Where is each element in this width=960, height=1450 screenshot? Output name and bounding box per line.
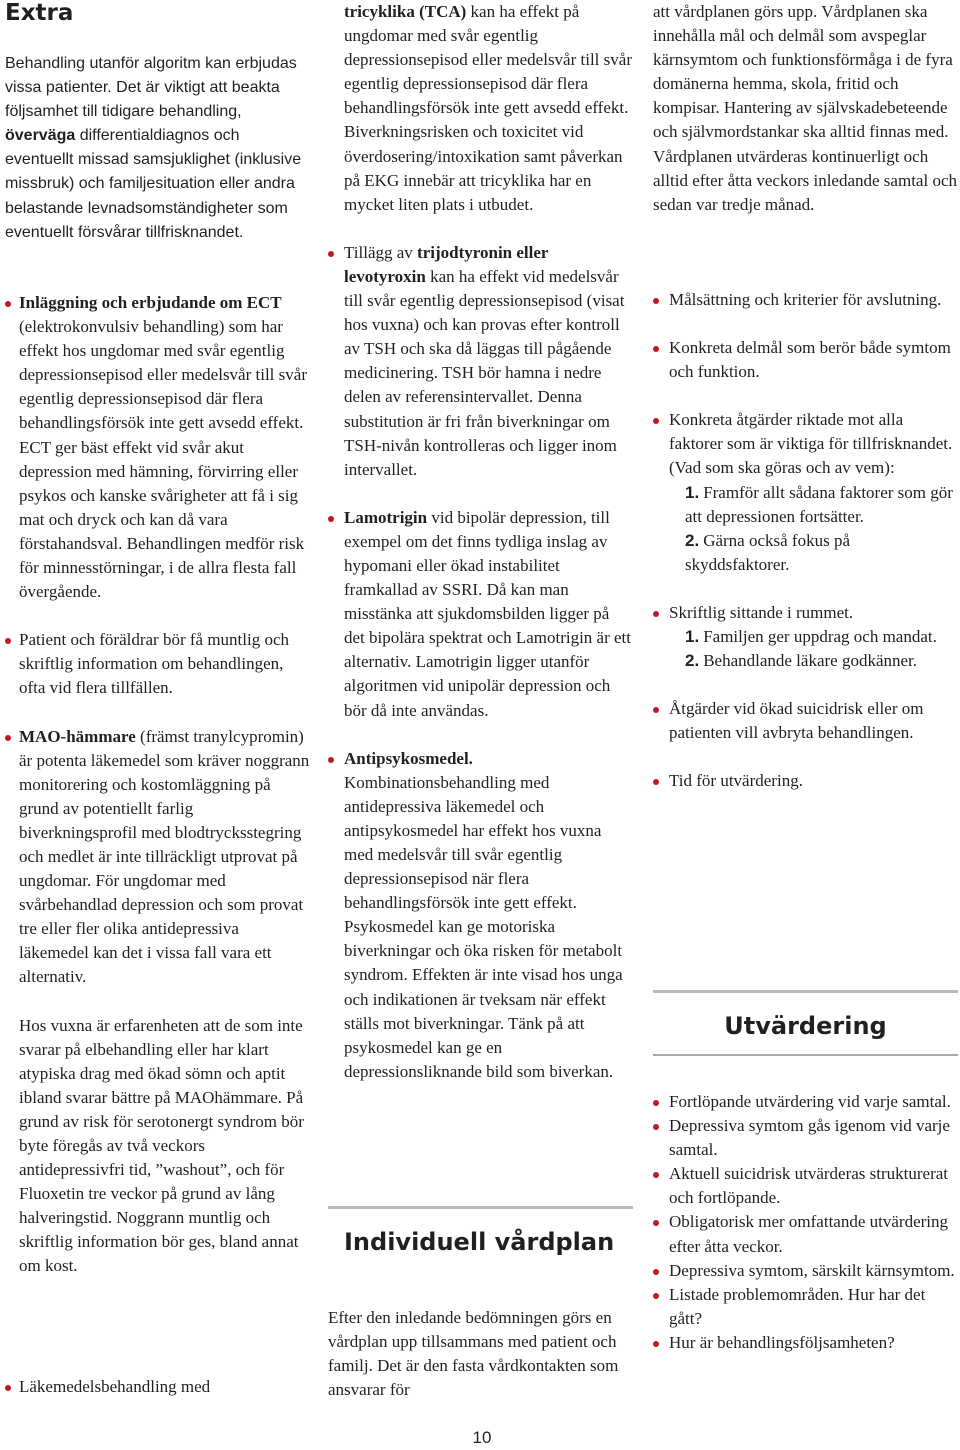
vardplan-continuation: att vårdplanen görs upp. Vårdplanen ska innehålla mål och delmål som avspeglar kärnsymtom och funktionsförmåga i de fyra domänerna hemma, skola, fritid och kompisar. Hantering av självskadebeteende och självmordstankar ska alltid finnas med. Vårdplanen utvärderas kontinuerligt och alltid efter åtta veckors inledande samtal och sedan var tredje månad.	[653, 2, 957, 214]
bullet-icon	[653, 1172, 659, 1178]
list-item-time: Tid för utvärdering.	[653, 769, 958, 793]
bullet-icon	[653, 1341, 659, 1347]
bullet-icon	[653, 779, 659, 785]
list-item-eval: Aktuell suicidrisk utvärderas strukturerat och fortlöpande.	[653, 1162, 958, 1210]
bullet-icon	[328, 757, 334, 763]
list-item-measures: Konkreta åtgärder riktade mot alla faktorer som är viktiga för tillfrisknandet. (Vad som ska göras och av vem): 1. Framför allt sådana faktorer som gör att depressionen fortsätter. 2. Gärna också fokus på skyddsfaktorer.	[653, 408, 958, 577]
section-divider	[653, 990, 958, 993]
section-title-vardplan: Individuell vårdplan	[344, 1228, 615, 1256]
vardplan-intro: Efter den inledande bedömningen görs en vårdplan upp tillsammans med patient och familj. Det är den fasta vårdkontakten som ansvarar för	[328, 1308, 619, 1400]
list-item-eval: Depressiva symtom, särskilt kärnsymtom.	[653, 1259, 958, 1283]
list-item-lamotrigin: Lamotrigin vid bipolär depression, till exempel om det finns tydliga inslag av hypomani eller ökad instabilitet framkallad av SSRI. Då kan man misstänka att sjukdomsbilden ligger på det bipolära spektrat och Lamotrigin är ett alternativ. Lamotrigin ligger utanför algoritmen vid unipolär depression och bör då inte användas.	[328, 506, 633, 723]
bullet-icon	[653, 1220, 659, 1226]
bullet-icon	[653, 418, 659, 424]
sub-item: 2. Gärna också fokus på skyddsfaktorer.	[685, 530, 850, 574]
list-item-subgoals: Konkreta delmål som berör både symtom och funktion.	[653, 336, 958, 384]
sub-item: 1. Framför allt sådana faktorer som gör att depressionen fortsätter.	[685, 482, 953, 526]
list-item-eval: Obligatorisk mer omfattande utvärdering efter åtta veckor.	[653, 1210, 958, 1258]
list-item-patient-info: Patient och föräldrar bör få muntlig och skriftlig information om behandlingen, ofta vid flera tillfällen.	[5, 628, 310, 700]
bullet-icon	[5, 1385, 11, 1391]
list-item-antipsychotics: Antipsykosmedel. Kombinationsbehandling med antidepressiva läkemedel och antipsykosmedel har effekt hos vuxna med medelsvår till svår egentlig depressionsepisod när flera behandlingsförsök inte gett effekt. Psykosmedel kan ge motoriska biverkningar och öka risken för metabolt syndrom. Effekten är inte visad hos unga och indikationen är tveksam när effekt ställs mot biverkningar. Tänk på att psykosmedel kan ge en depressionsliknande bild som biverkan.	[328, 747, 633, 1084]
list-item-goal: Målsättning och kriterier för avslutning.	[653, 288, 958, 312]
list-item-signed: Skriftlig sittande i rummet. 1. Familjen ger uppdrag och mandat. 2. Behandlande läkare godkänner.	[653, 601, 958, 673]
list-item-mao: MAO-hämmare (främst tranylcypromin) är potenta läkemedel som kräver noggrann monitorering och kostomläggning på grund av potentiellt farlig biverkningsprofil med blodtrycksstegring och medlet är inte tillräckligt utprovat på ungdomar. För ungdomar med svårbehandlad depression och som provat tre eller fler olika antidepressiva läkemedel kan det i vissa fall vara ett alternativ. Hos vuxna är erfarenheten att de som inte svarar på elbehandling eller har klart atypiska drag med ökad sömn och aptit ibland svarar bättre på MAOhämmare. På grund av risk för serotonergt syndrom bör byte föregås av två veckors antidepressivfri tid, ”washout”, och för Fluoxetin tre veckor på grund av lång halveringstid. Noggrann muntlig och skriftlig information bör ges, bland annat om kost.	[5, 725, 310, 1279]
bullet-icon	[5, 638, 11, 644]
bullet-icon	[653, 611, 659, 617]
section-title-extra: Extra	[5, 0, 74, 26]
list-item-tca: tricyklika (TCA) kan ha effekt på ungdomar med svår egentlig depressionsepisod eller medelsvår till svår egentlig depressionsepisod där flera behandlingsförsök inte gett avsedd effekt. Biverkningsrisken och toxicitet vid överdosering/intoxikation samt påverkan på EKG innebär att tricyklika har en mycket liten plats i utbudet.	[344, 2, 632, 214]
bullet-icon	[653, 1100, 659, 1106]
bullet-icon	[653, 1269, 659, 1275]
section-title-utvardering: Utvärdering	[724, 1012, 887, 1040]
list-item-eval: Depressiva symtom gås igenom vid varje samtal.	[653, 1114, 958, 1162]
list-item-tca-start: Läkemedelsbehandling med	[5, 1375, 310, 1399]
signed-sublist	[669, 625, 958, 673]
bullet-icon	[653, 1293, 659, 1299]
adult-paragraph: Hos vuxna är erfarenheten att de som inte svarar på elbehandling eller har klart atypiska drag med ökad sömn och aptit ibland svarar bättre på MAOhämmare. På grund av risk för serotonergt syndrom bör byte föregås av två veckors antidepressivfri tid, ”washout”, och för Fluoxetin tre veckor på grund av lång halveringstid. Noggrann muntlig och skriftlig information bör ges, bland annat om kost.	[19, 1015, 304, 1276]
bullet-icon	[5, 735, 11, 741]
bullet-icon	[5, 301, 11, 307]
section-divider	[328, 1206, 633, 1209]
bullet-icon	[653, 346, 659, 352]
list-item-ect: Inläggning och erbjudande om ECT (elektrokonvulsiv behandling) som har effekt hos ungdomar med svår egentlig depressionsepisod eller medelsvår till svår egentlig depressionsepisod där flera behandlingsförsök inte gett avsedd effekt. ECT ger bäst effekt vid svår akut depression med hämning, förvirring eller psykos och kanske svårigheter att få i sig mat och dryck och kan då vara förstahandsval. Behandlingen medför risk för minnesstörningar, i de allra flesta fall övergående.	[5, 291, 310, 604]
bullet-icon	[653, 707, 659, 713]
bullet-icon	[653, 1124, 659, 1130]
sub-item: 2. Behandlande läkare godkänner.	[685, 651, 918, 671]
bullet-icon	[653, 298, 659, 304]
evaluation-list	[653, 1090, 958, 1355]
measures-sublist	[669, 481, 958, 577]
list-item-suicide: Åtgärder vid ökad suicidrisk eller om patienten vill avbryta behandlingen.	[653, 697, 958, 745]
sub-item: 1. Familjen ger uppdrag och mandat.	[685, 627, 937, 647]
list-item-thyroxine: Tillägg av trijodtyronin eller levotyroxin kan ha effekt vid medelsvår till svår egentlig depressionsepisod (visat hos vuxna) och kan provas efter kontroll av TSH och ska då läggas till pågående medicinering. TSH bör hamna i nedre delen av referensintervallet. Denna substitution är fri från biverkningar om TSH-nivån kontrolleras och ligger inom intervallet.	[328, 241, 633, 482]
list-item-eval: Fortlöpande utvärdering vid varje samtal.	[653, 1090, 958, 1114]
page-number: 10	[472, 1428, 492, 1447]
bullet-icon	[328, 516, 334, 522]
treatment-list-continued	[5, 1375, 310, 1399]
treatment-list-col2	[328, 0, 633, 1084]
list-item-eval: Listade problemområden. Hur har det gått?	[653, 1283, 958, 1331]
bullet-icon	[328, 251, 334, 257]
treatment-list	[5, 291, 310, 1279]
intro-paragraph: Behandling utanför algoritm kan erbjudas vissa patienter. Det är viktigt att beakta följsamhet till tidigare behandling, överväga differentialdiagnos och eventuellt missad samsjuklighet (inklusive missbruk) och familjesituation eller andra belastande levnadsomständigheter som eventuellt försvårar tillfrisknandet.	[5, 55, 302, 241]
vardplan-list	[653, 288, 958, 794]
section-divider	[653, 1054, 958, 1056]
list-item-eval: Hur är behandlingsföljsamheten?	[653, 1331, 958, 1355]
